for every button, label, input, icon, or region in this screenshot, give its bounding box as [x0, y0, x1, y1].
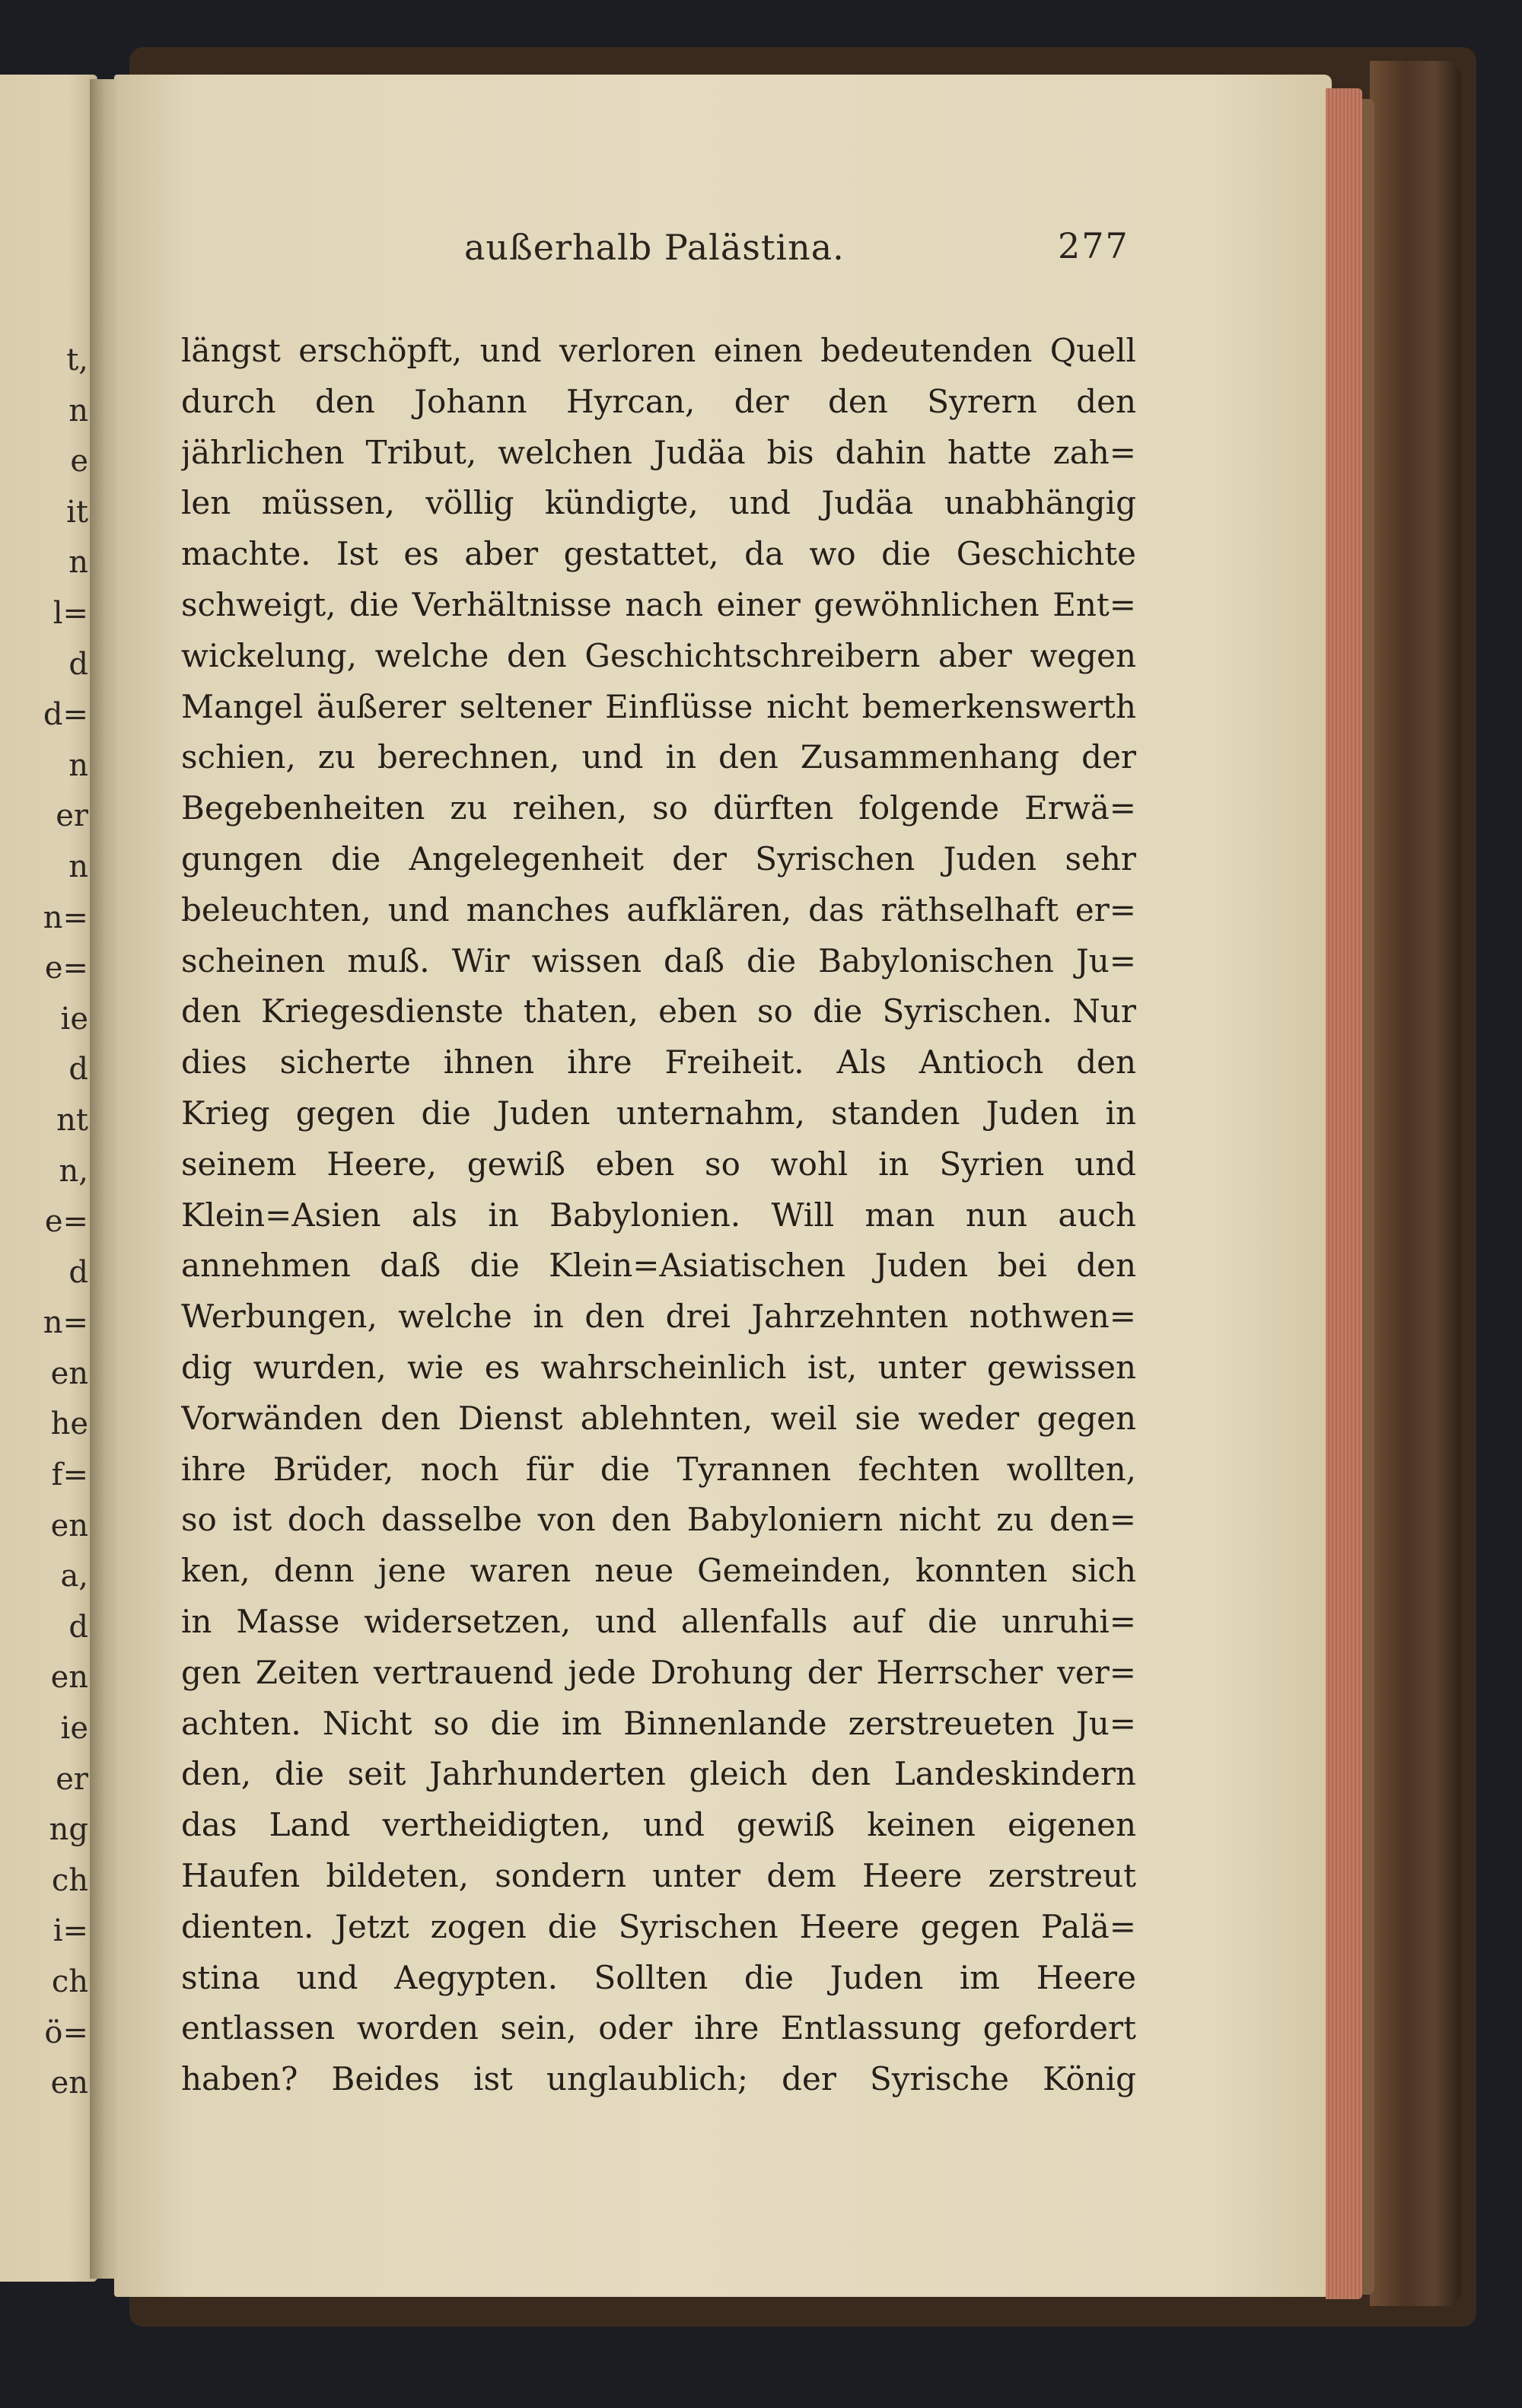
- left-page-fragment: en: [50, 1355, 88, 1391]
- text-line: seinem Heere, gewiß eben so wohl in Syrien und: [181, 1145, 1136, 1183]
- book-cover-edge: [1370, 61, 1461, 2306]
- text-line: machte. Ist es aber gestattet, da wo die Geschichte: [181, 535, 1136, 573]
- text-line: Klein=Asien als in Babylonien. Will man nun auch: [181, 1196, 1136, 1234]
- left-page-fragment: nt: [56, 1102, 88, 1138]
- page-edge-shadow: [1362, 99, 1374, 2295]
- text-line: entlassen worden sein, oder ihre Entlassung gefordert: [181, 2009, 1136, 2047]
- text-line: beleuchten, und manches aufklären, das räthselhaft er=: [181, 890, 1136, 928]
- left-page-fragment: en: [50, 1508, 88, 1543]
- text-line: wickelung, welche den Geschichtschreibern aber wegen: [181, 636, 1136, 674]
- left-page-text-fragments: [5, 335, 88, 2109]
- left-page-fragment: e=: [44, 951, 88, 986]
- left-page-fragment: n: [68, 393, 88, 428]
- text-line: schien, zu berechnen, und in den Zusammenhang der: [181, 738, 1136, 776]
- text-line: annehmen daß die Klein=Asiatischen Juden bei den: [181, 1247, 1136, 1285]
- book-gutter: [90, 79, 120, 2279]
- text-line: dienten. Jetzt zogen die Syrischen Heere gegen Palä=: [181, 1907, 1136, 1945]
- text-line: Vorwänden den Dienst ablehnten, weil sie weder gegen: [181, 1399, 1136, 1437]
- text-line: Mangel äußerer seltener Einflüsse nicht bemerkenswerth: [181, 687, 1136, 725]
- left-page-fragment: en: [50, 2066, 88, 2101]
- text-line: den Kriegesdienste thaten, eben so die Syrischen. Nur: [181, 992, 1136, 1030]
- left-page-fragment: he: [50, 1406, 88, 1442]
- text-line: gungen die Angelegenheit der Syrischen Juden sehr: [181, 839, 1136, 878]
- left-page-fragment: n: [68, 849, 88, 884]
- left-page-fragment: n=: [43, 900, 88, 935]
- left-page-fragment: e: [70, 444, 88, 479]
- text-line: dies sicherte ihnen ihre Freiheit. Als Antioch den: [181, 1043, 1136, 1081]
- running-head: außerhalb Palästina.: [464, 227, 845, 268]
- page-number: 277: [1058, 225, 1129, 266]
- text-line: durch den Johann Hyrcan, der den Syrern den: [181, 382, 1136, 420]
- text-line: len müssen, völlig kündigte, und Judäa unabhängig: [181, 484, 1136, 522]
- text-line: dig wurden, wie es wahrscheinlich ist, unter gewissen: [181, 1348, 1136, 1386]
- text-line: in Masse widersetzen, und allenfalls auf die unruhi=: [181, 1602, 1136, 1640]
- left-page-fragment: d: [68, 1254, 88, 1290]
- left-page-fragment: ie: [60, 1711, 88, 1747]
- left-page-fragment: ö=: [44, 2015, 88, 2050]
- left-page-fragment: t,: [66, 342, 88, 377]
- text-line: Werbungen, welche in den drei Jahrzehnten nothwen=: [181, 1298, 1136, 1336]
- left-page-fragment: e=: [44, 1204, 88, 1240]
- left-page-fragment: en: [50, 1660, 88, 1696]
- text-line: gen Zeiten vertrauend jede Drohung der Herrscher ver=: [181, 1653, 1136, 1691]
- text-line: schweigt, die Verhältnisse nach einer gewöhnlichen Ent=: [181, 585, 1136, 623]
- text-line: längst erschöpft, und verloren einen bedeutenden Quell: [181, 332, 1136, 369]
- text-line: den, die seit Jahrhunderten gleich den Landeskindern: [181, 1755, 1136, 1793]
- left-page-fragment: n,: [59, 1153, 88, 1189]
- text-line: scheinen muß. Wir wissen daß die Babylonischen Ju=: [181, 941, 1136, 979]
- text-line: ihre Brüder, noch für die Tyrannen fechten wollten,: [181, 1450, 1136, 1488]
- left-page-fragment: l=: [53, 595, 88, 631]
- body-text: [181, 326, 1136, 2105]
- text-line: haben? Beides ist unglaublich; der Syrische König: [181, 2060, 1136, 2098]
- left-page-fragment: d: [68, 1609, 88, 1645]
- left-page-fragment: ng: [49, 1812, 88, 1848]
- text-line: so ist doch dasselbe von den Babyloniern nicht zu den=: [181, 1501, 1136, 1539]
- left-page-fragment: f=: [51, 1457, 88, 1493]
- text-line: jährlichen Tribut, welchen Judäa bis dahin hatte zah=: [181, 433, 1136, 471]
- left-page-fragment: a,: [60, 1559, 88, 1594]
- text-line: das Land vertheidigten, und gewiß keinen eigenen: [181, 1806, 1136, 1844]
- left-page-fragment: n=: [43, 1305, 88, 1341]
- left-page-fragment: it: [66, 494, 88, 530]
- left-page-fragment: ch: [51, 1964, 88, 1999]
- left-page-fragment: ch: [51, 1862, 88, 1898]
- text-line: stina und Aegypten. Sollten die Juden im Heere: [181, 1958, 1136, 1996]
- text-line: ken, denn jene waren neue Gemeinden, konnten sich: [181, 1552, 1136, 1590]
- text-line: achten. Nicht so die im Binnenlande zerstreueten Ju=: [181, 1704, 1136, 1742]
- left-page-fragment: d=: [43, 697, 88, 733]
- left-page-fragment: d: [68, 646, 88, 682]
- left-page-fragment: er: [56, 1761, 88, 1797]
- left-page-fragment: n: [68, 747, 88, 783]
- text-line: Begebenheiten zu reihen, so dürften folgende Erwä=: [181, 789, 1136, 827]
- left-page-fragment: i=: [53, 1913, 88, 1949]
- text-line: Haufen bildeten, sondern unter dem Heere zerstreut: [181, 1856, 1136, 1894]
- left-page-fragment: d: [68, 1052, 88, 1088]
- page-edges: [1326, 88, 1362, 2299]
- left-page-fragment: n: [68, 545, 88, 581]
- text-line: Krieg gegen die Juden unternahm, standen Juden in: [181, 1094, 1136, 1132]
- left-page-fragment: er: [56, 798, 88, 834]
- left-page-fragment: ie: [60, 1001, 88, 1037]
